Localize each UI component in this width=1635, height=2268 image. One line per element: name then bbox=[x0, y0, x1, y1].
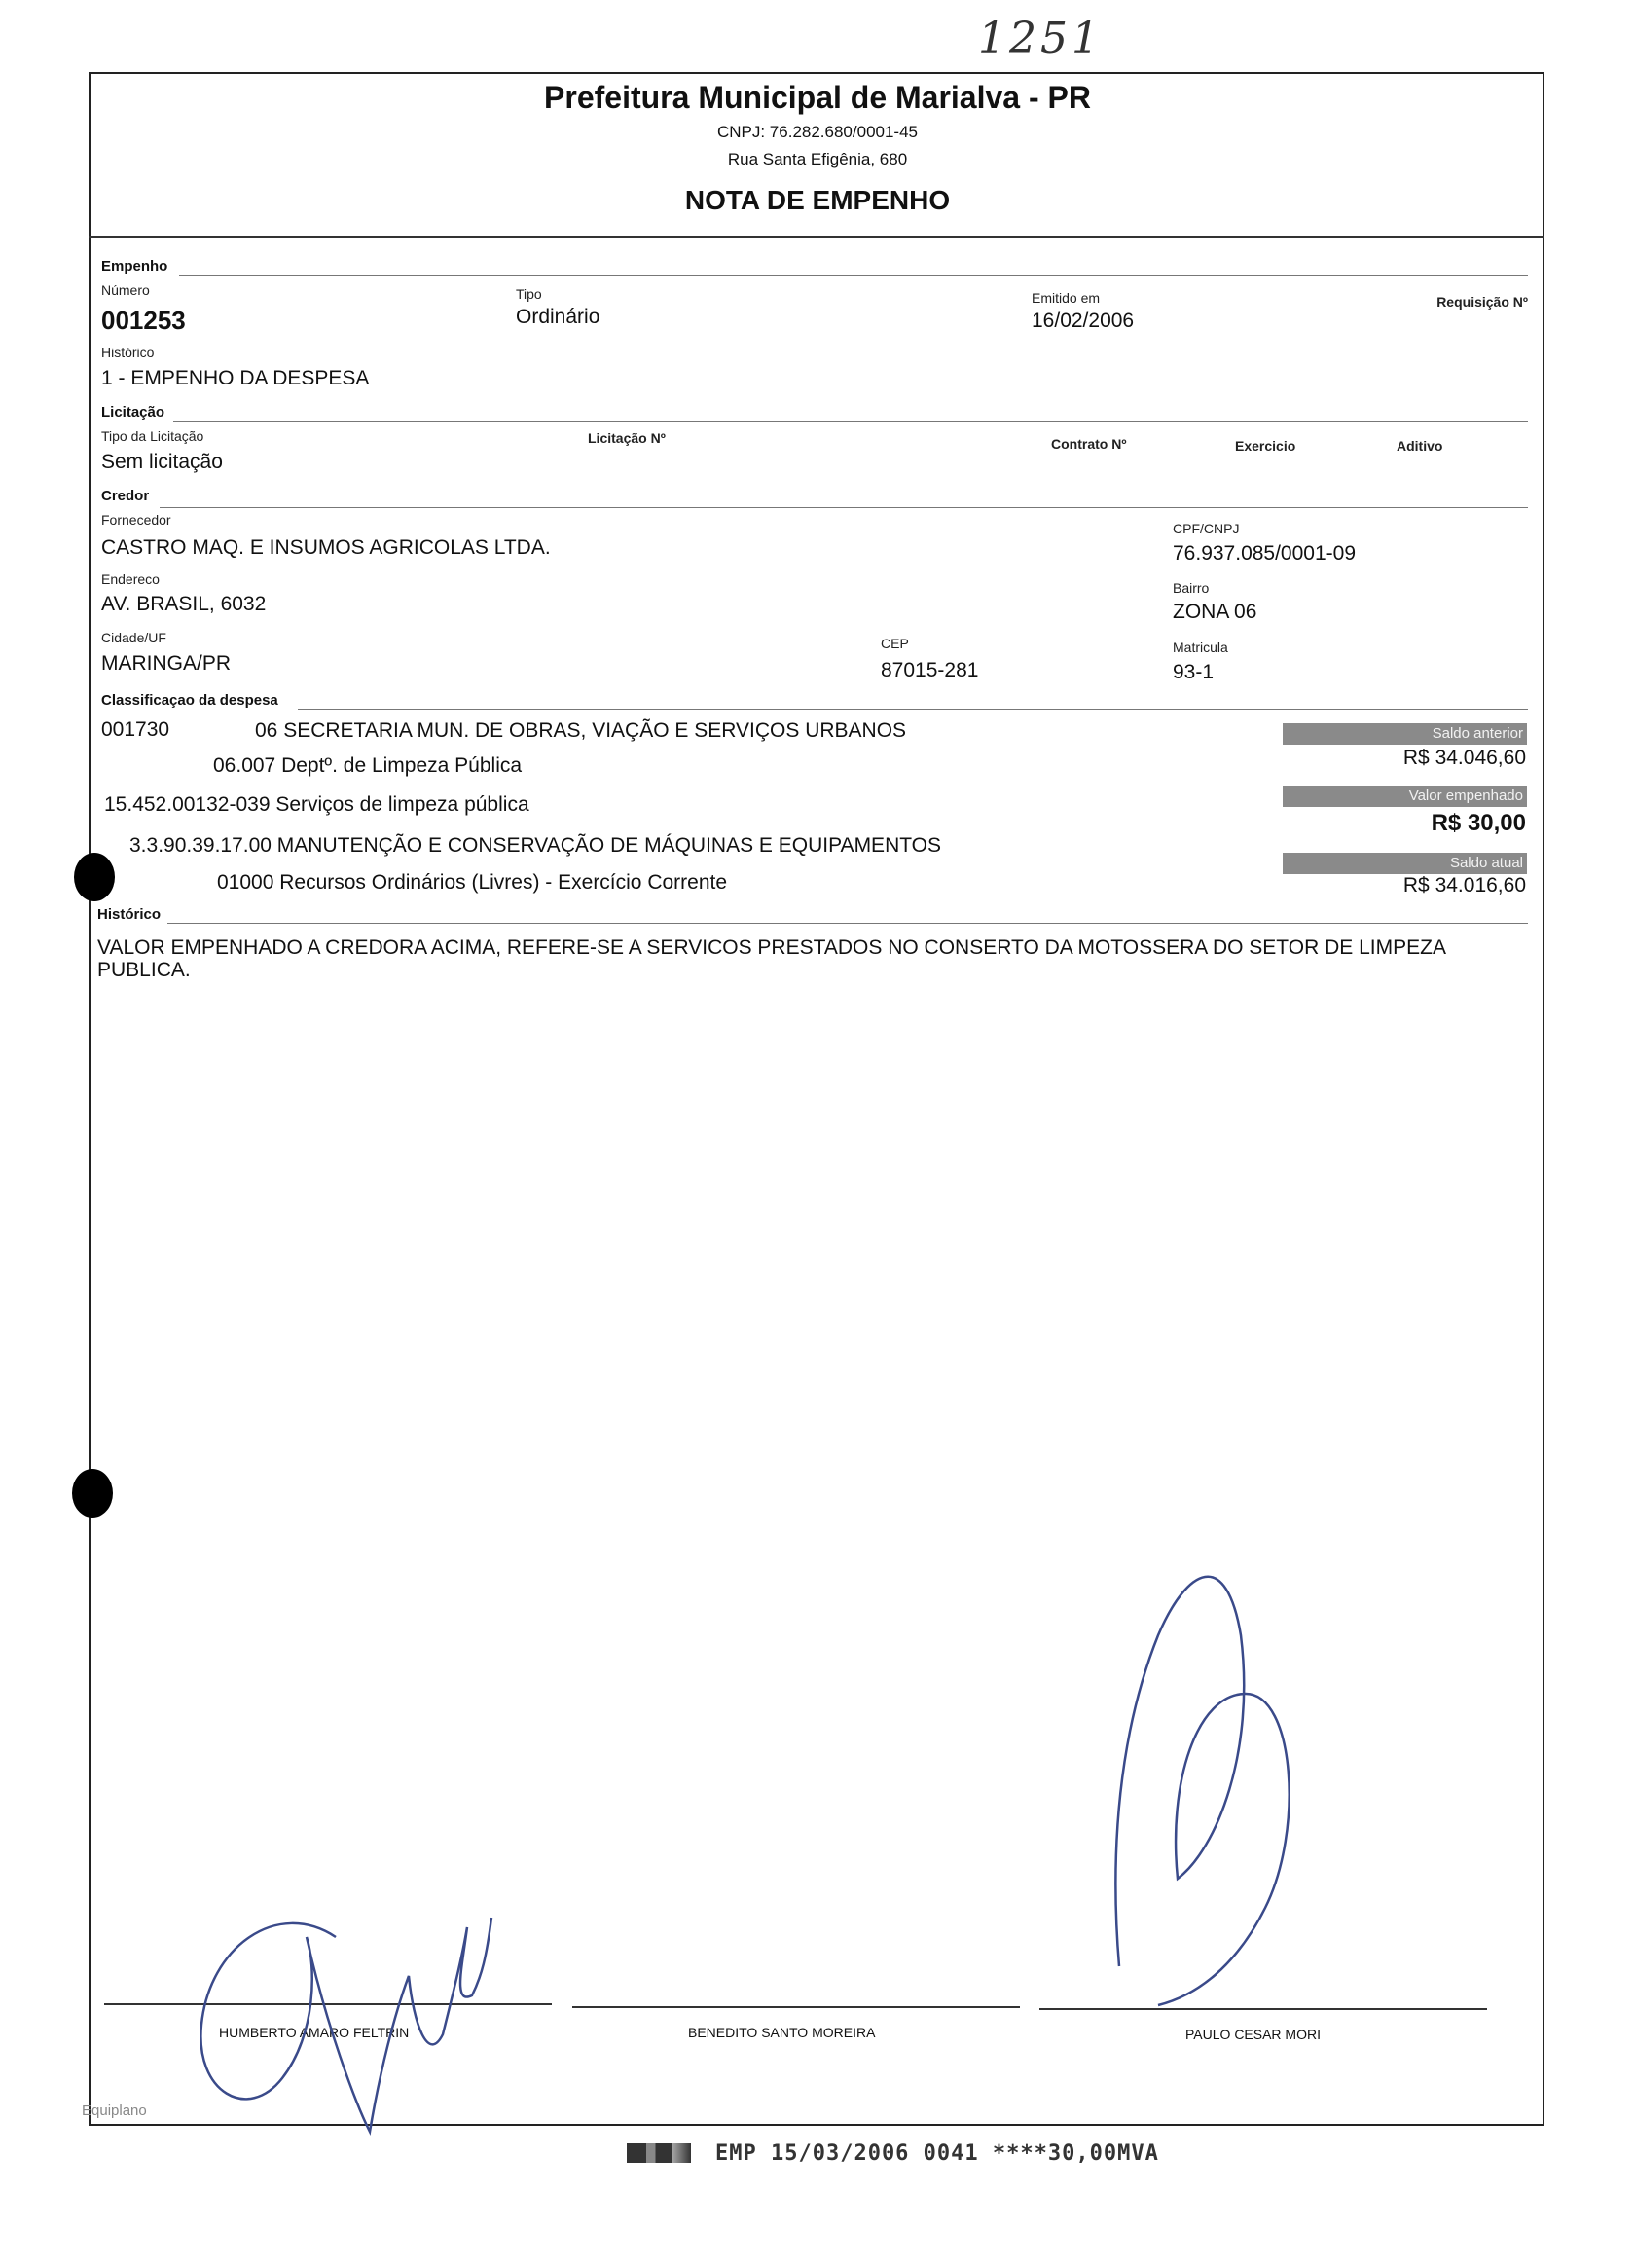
empenho-tipo: Ordinário bbox=[516, 306, 600, 328]
cpf-value: 76.937.085/0001-09 bbox=[1173, 542, 1357, 565]
classificacao-funcional: 15.452.00132-039 Serviços de limpeza pública bbox=[104, 793, 529, 816]
cidade-value: MARINGA/PR bbox=[101, 652, 232, 675]
classificacao-elemento: 3.3.90.39.17.00 MANUTENÇÃO E CONSERVAÇÃO DE MÁQUINAS E EQUIPAMENTOS bbox=[129, 834, 942, 857]
saldo-anterior-value: R$ 34.046,60 bbox=[1402, 747, 1526, 769]
bairro-value: ZONA 06 bbox=[1173, 601, 1257, 623]
section-classificacao-line bbox=[298, 709, 1528, 710]
empenho-historico: 1 - EMPENHO DA DESPESA bbox=[101, 367, 370, 389]
valor-empenhado-label: Valor empenhado bbox=[1283, 786, 1527, 807]
tipo-label: Tipo bbox=[516, 286, 542, 302]
section-historico-line bbox=[167, 923, 1528, 924]
stamp-logo bbox=[627, 2143, 691, 2163]
historico-label: Histórico bbox=[101, 345, 155, 360]
classificacao-recurso: 01000 Recursos Ordinários (Livres) - Exercício Corrente bbox=[217, 871, 728, 894]
cpf-label: CPF/CNPJ bbox=[1173, 521, 1240, 536]
register-stamp: EMP 15/03/2006 0041 ****30,00MVA bbox=[715, 2141, 1159, 2166]
classificacao-unidade: 06.007 Deptº. de Limpeza Pública bbox=[213, 754, 523, 777]
emitido-label: Emitido em bbox=[1032, 290, 1101, 306]
header-divider bbox=[89, 236, 1544, 238]
saldo-atual-label: Saldo atual bbox=[1283, 853, 1527, 874]
section-licitacao: Licitação bbox=[101, 404, 165, 421]
bairro-label: Bairro bbox=[1173, 580, 1210, 596]
punch-hole bbox=[72, 1469, 113, 1518]
classificacao-code: 001730 bbox=[101, 718, 170, 741]
section-classificacao: Classificaçao da despesa bbox=[101, 692, 278, 709]
handwritten-signature bbox=[190, 1879, 501, 2171]
cep-value: 87015-281 bbox=[881, 659, 979, 681]
licitacao-numero-label: Licitação Nº bbox=[588, 430, 666, 446]
numero-label: Número bbox=[101, 282, 150, 298]
matricula-value: 93-1 bbox=[1173, 661, 1215, 683]
header-cnpj: CNPJ: 76.282.680/0001-45 bbox=[716, 123, 919, 141]
matricula-label: Matricula bbox=[1173, 640, 1228, 655]
tipo-licitacao: Sem licitação bbox=[101, 451, 223, 473]
historico-text: VALOR EMPENHADO A CREDORA ACIMA, REFERE-SE A SERVICOS PRESTADOS NO CONSERTO DA MOTOSSERA DO SETOR DE LIMPEZA PUBLICA. bbox=[97, 936, 1445, 981]
document-title: NOTA DE EMPENHO bbox=[684, 185, 951, 215]
signatory-name: PAULO CESAR MORI bbox=[1185, 2027, 1321, 2042]
punch-hole bbox=[74, 853, 115, 901]
empenho-numero: 001253 bbox=[101, 306, 186, 335]
section-credor-line bbox=[160, 507, 1528, 508]
section-empenho: Empenho bbox=[101, 258, 168, 274]
section-credor: Credor bbox=[101, 488, 150, 504]
contrato-label: Contrato Nº bbox=[1051, 436, 1127, 452]
requisicao-label: Requisição Nº bbox=[1436, 294, 1528, 310]
endereco-value: AV. BRASIL, 6032 bbox=[101, 593, 267, 615]
signature-line bbox=[572, 2006, 1020, 2008]
handwritten-annotation: 1251 bbox=[978, 14, 1103, 63]
section-licitacao-line bbox=[173, 421, 1528, 422]
signatory-name: BENEDITO SANTO MOREIRA bbox=[688, 2025, 876, 2040]
saldo-anterior-label: Saldo anterior bbox=[1283, 723, 1527, 745]
aditivo-label: Aditivo bbox=[1397, 438, 1443, 454]
cidade-label: Cidade/UF bbox=[101, 630, 166, 645]
fornecedor-name: CASTRO MAQ. E INSUMOS AGRICOLAS LTDA. bbox=[101, 536, 551, 559]
tipo-licitacao-label: Tipo da Licitação bbox=[101, 428, 204, 444]
endereco-label: Endereco bbox=[101, 571, 160, 587]
section-historico: Histórico bbox=[97, 906, 162, 923]
emitido-date: 16/02/2006 bbox=[1032, 310, 1135, 332]
footer-brand: Equiplano bbox=[82, 2103, 147, 2119]
cep-label: CEP bbox=[881, 636, 909, 651]
header-address: Rua Santa Efigênia, 680 bbox=[727, 150, 908, 168]
handwritten-signature bbox=[1100, 1557, 1343, 2044]
valor-empenhado-value: R$ 30,00 bbox=[1431, 810, 1526, 836]
fornecedor-label: Fornecedor bbox=[101, 512, 171, 528]
exercicio-label: Exercicio bbox=[1235, 438, 1296, 454]
classificacao-orgao: 06 SECRETARIA MUN. DE OBRAS, VIAÇÃO E SERVIÇOS URBANOS bbox=[255, 719, 907, 742]
page-title: Prefeitura Municipal de Marialva - PR bbox=[544, 80, 1091, 115]
saldo-atual-value: R$ 34.016,60 bbox=[1402, 874, 1526, 896]
section-empenho-line bbox=[179, 275, 1528, 276]
signatory-name: HUMBERTO AMARO FELTRIN bbox=[219, 2025, 410, 2040]
